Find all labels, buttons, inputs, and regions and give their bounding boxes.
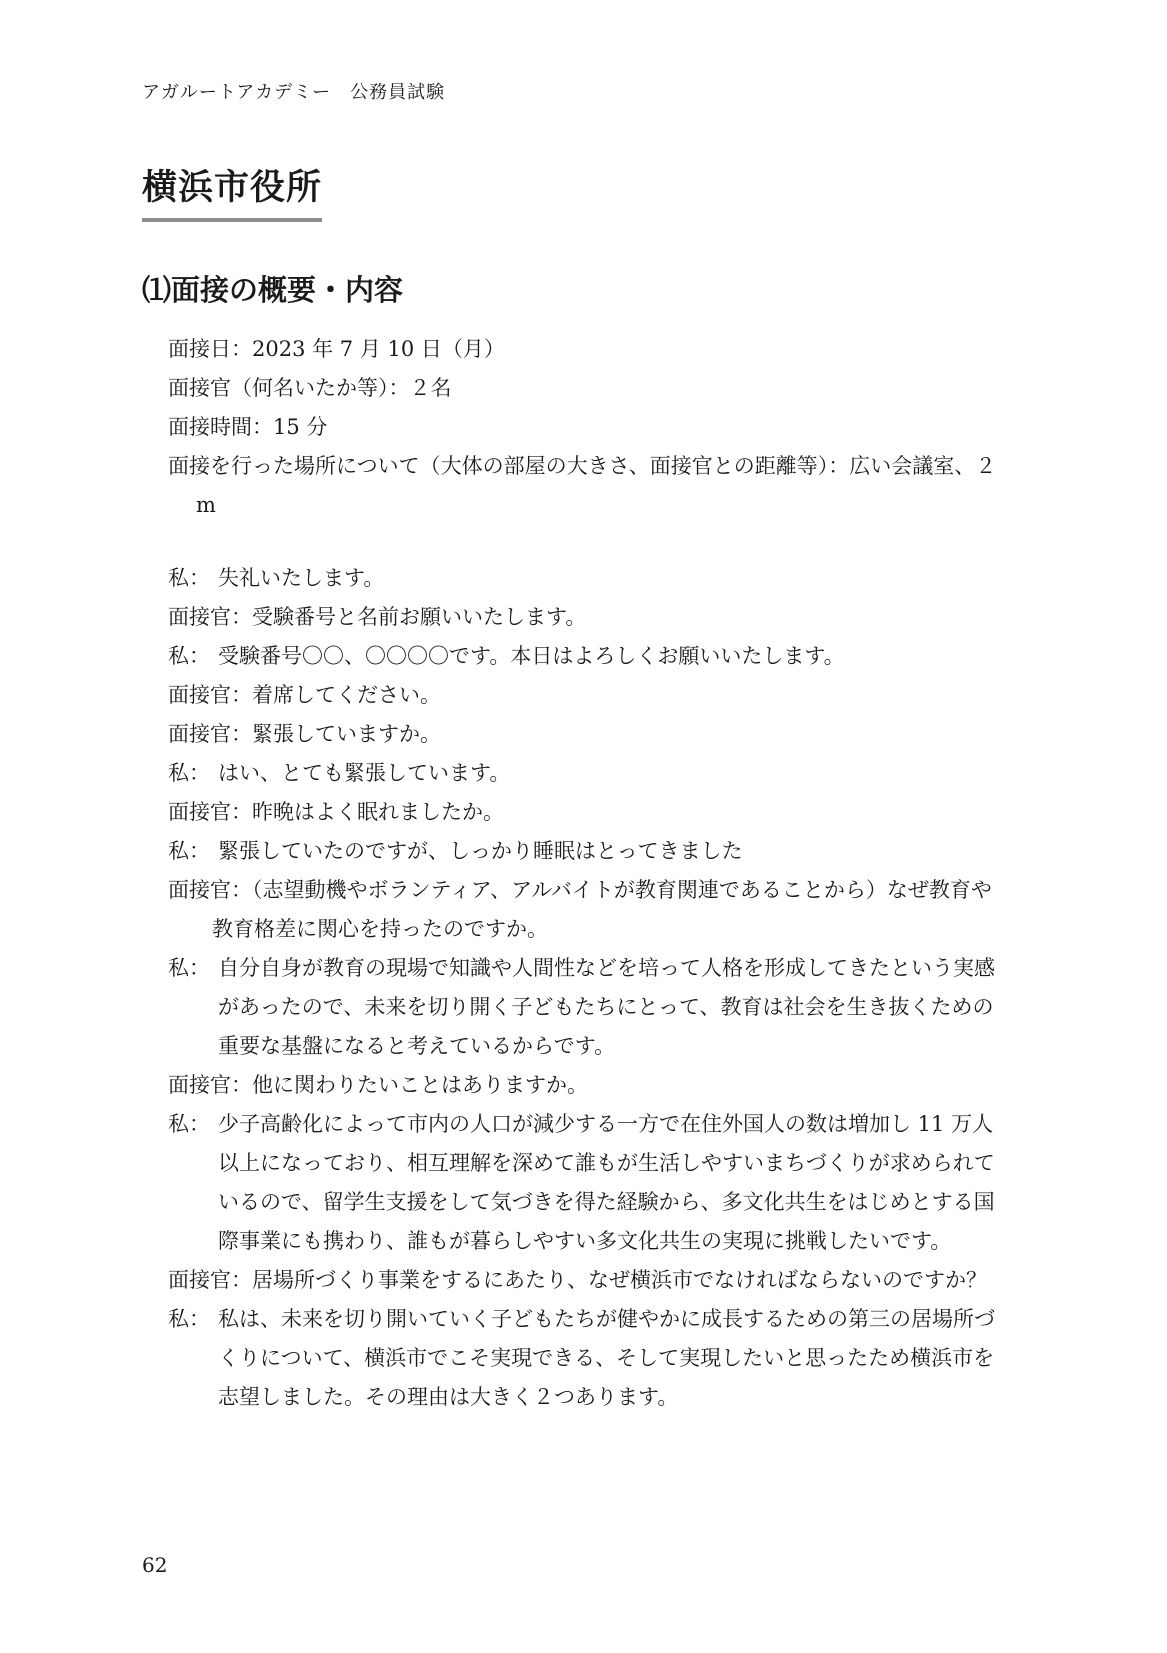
running-header: アガルートアカデミー 公務員試験 (142, 82, 446, 103)
dialogue-line (168, 715, 1008, 754)
speaker-label: 私： (168, 566, 210, 590)
dialogue-line (168, 1300, 1008, 1417)
utterance: 緊張していますか。 (252, 722, 441, 746)
speaker-label: 私： (168, 761, 210, 785)
dialogue-line (168, 754, 1008, 793)
chapter-title: 横浜市役所 (142, 160, 322, 222)
overview-duration: 面接時間：15 分 (168, 415, 328, 439)
utterance: 失礼いたします。 (218, 566, 385, 590)
utterance: 昨晩はよく眠れましたか。 (252, 800, 504, 824)
dialogue-line (168, 1105, 1008, 1261)
utterance: 他に関わりたいことはありますか。 (252, 1073, 588, 1097)
speaker-label: 面接官： (168, 878, 252, 902)
dialogue-line (168, 676, 1008, 715)
spacer (168, 525, 1008, 559)
dialogue-line (168, 949, 1008, 1066)
utterance: 受験番号と名前お願いいたします。 (252, 605, 587, 629)
dialogue-line (168, 1066, 1008, 1105)
utterance: 居場所づくり事業をするにあたり、なぜ横浜市でなければならないのですか？ (252, 1268, 987, 1292)
overview-location: 面接を行った場所について（大体の部屋の大きさ、面接官との距離等）：広い会議室、２m (168, 454, 997, 517)
section-title: ⑴面接の概要・内容 (142, 273, 404, 307)
utterance: はい、とても緊張しています。 (218, 761, 511, 785)
utterance: 着席してください。 (252, 683, 441, 707)
dialogue-line (168, 637, 1008, 676)
utterance: （志望動機やボランティア、アルバイトが教育関連であることから）なぜ教育や教育格差に関心を持ったのですか。 (212, 878, 992, 941)
overview-date: 面接日：2023 年 7 月 10 日（月） (168, 337, 505, 361)
dialogue-block (168, 559, 1008, 1417)
utterance: 私は、未来を切り開いていく子どもたちが健やかに成長するための第三の居場所づくりについて、横浜市でこそ実現できる、そして実現したいと思ったため横浜市を志望しました。その理由は大きく２つあります。 (218, 1307, 995, 1409)
speaker-label: 私： (168, 1112, 210, 1136)
utterance: 緊張していたのですが、しっかり睡眠はとってきました (218, 839, 743, 863)
dialogue-line (168, 598, 1008, 637)
speaker-label: 面接官： (168, 605, 252, 629)
overview-interviewers: 面接官（何名いたか等）：２名 (168, 376, 452, 400)
utterance: 少子高齢化によって市内の人口が減少する一方で在住外国人の数は増加し 11 万人以上になっており、相互理解を深めて誰もが生活しやすいまちづくりが求められているので、留学生支援をして気づきを得た経験から、多文化共生をはじめとする国際事業にも携わり、誰もが暮らしやすい多文化共生の実現に挑戦したいです。 (218, 1112, 995, 1253)
dialogue-line (168, 1261, 1008, 1300)
interview-content (168, 330, 1008, 1417)
speaker-label: 面接官： (168, 722, 252, 746)
speaker-label: 私： (168, 1307, 210, 1331)
speaker-label: 面接官： (168, 800, 252, 824)
utterance: 自分自身が教育の現場で知識や人間性などを培って人格を形成してきたという実感があったので、未来を切り開く子どもたちにとって、教育は社会を生き抜くための重要な基盤になると考えているからです。 (218, 956, 995, 1058)
dialogue-line (168, 871, 1008, 949)
speaker-label: 面接官： (168, 1073, 252, 1097)
speaker-label: 面接官： (168, 1268, 252, 1292)
speaker-label: 私： (168, 644, 210, 668)
overview-block (168, 330, 1008, 525)
page-number: 62 (142, 1553, 168, 1577)
speaker-label: 私： (168, 839, 210, 863)
speaker-label: 私： (168, 956, 210, 980)
dialogue-line (168, 832, 1008, 871)
utterance: 受験番号〇〇、〇〇〇〇です。本日はよろしくお願いいたします。 (218, 644, 845, 668)
dialogue-line (168, 793, 1008, 832)
speaker-label: 面接官： (168, 683, 252, 707)
dialogue-line (168, 559, 1008, 598)
